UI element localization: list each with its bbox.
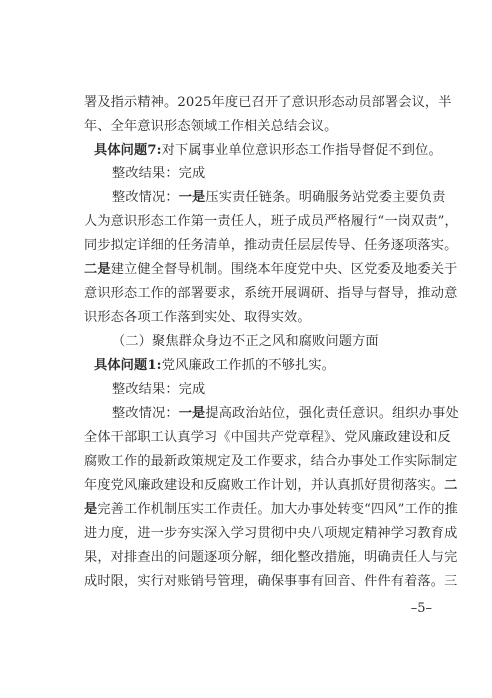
bold-text-segment: 一是 (178, 190, 206, 205)
text-line (112, 190, 446, 206)
text-segment: 整改结果：完成 (112, 382, 206, 397)
text-segment: 人为意识形态工作第一责任人，班子成员严格履行“一岗双责”， (84, 214, 458, 229)
text-line (84, 286, 458, 302)
text-segment: 完善工作机制压实工作责任。加大办事处转变“四风”工作的推 (97, 502, 458, 517)
text-segment: 年度党风廉政建设和反腐败工作计划，并认真抓好贯彻落实。 (84, 478, 445, 493)
text-segment: 压实责任链条。明确服务站党委主要负责 (205, 190, 446, 205)
text-line (84, 119, 428, 135)
text-line (84, 526, 458, 542)
bold-text-segment: 具体问题7: (94, 143, 162, 158)
text-line (84, 574, 458, 590)
text-line (94, 143, 442, 159)
bold-text-segment: 具体问题1: (94, 358, 162, 373)
text-segment: 意识形态工作的部署要求，系统开展调研、指导与督导，推动意 (84, 286, 458, 301)
text-segment: 进力度，进一步夯实深入学习贯彻中央八项规定精神学习教育成 (84, 526, 458, 541)
text-segment: 党风廉政工作抓的不够扎实。 (161, 358, 336, 373)
text-segment: 腐败工作的最新政策规定及工作要求，结合办事处工作实际制定 (84, 454, 458, 469)
bold-text-segment: 是 (84, 502, 98, 517)
text-line (84, 262, 458, 278)
text-line (84, 310, 428, 326)
bold-text-segment: 一是 (178, 406, 206, 421)
text-segment: 全体干部职工认真学习《中国共产党章程》、党风廉政建设和反 (84, 430, 451, 445)
text-segment: 年、全年意识形态领域工作相关总结会议。 (84, 119, 338, 134)
text-line (84, 550, 458, 566)
text-line (94, 358, 428, 374)
text-line (84, 238, 458, 254)
text-segment: 整改情况： (112, 190, 179, 205)
bold-text-segment: 二 (444, 478, 458, 493)
text-line (84, 430, 451, 446)
text-line (84, 478, 458, 494)
text-line (112, 406, 459, 422)
text-segment: （二）聚焦群众身边不正之风和腐败问题方面 (112, 334, 379, 349)
text-segment: 果，对排查出的问题逐项分解，细化整改措施，明确责任人与完 (84, 550, 458, 565)
text-segment: 整改情况： (112, 406, 179, 421)
text-segment: 识形态各项工作落到实处、取得实效。 (84, 310, 311, 325)
text-segment: 整改结果：完成 (112, 166, 206, 181)
text-segment: 成时限，实行对账销号管理，确保事事有回音、件件有着落。三 (84, 574, 458, 589)
text-segment: 对下属事业单位意识形态工作指导督促不到位。 (161, 143, 442, 158)
text-line (84, 95, 452, 111)
text-line (112, 166, 428, 182)
page-number: –5– (410, 601, 432, 616)
text-line (112, 334, 428, 350)
bold-text-segment: 二是 (84, 262, 111, 277)
text-segment: 署及指示精神。2025年度已召开了意识形态动员部署会议，半 (84, 95, 452, 110)
text-segment: 提高政治站位，强化责任意识。组织办事处 (205, 406, 459, 421)
text-segment: 建立健全督导机制。围绕本年度党中央、区党委及地委关于 (110, 262, 458, 277)
text-line (84, 454, 458, 470)
text-segment: 同步拟定详细的任务清单，推动责任层层传导、任务逐项落实。 (84, 238, 458, 253)
text-line (84, 502, 458, 518)
text-line (84, 214, 458, 230)
text-line (112, 382, 428, 398)
